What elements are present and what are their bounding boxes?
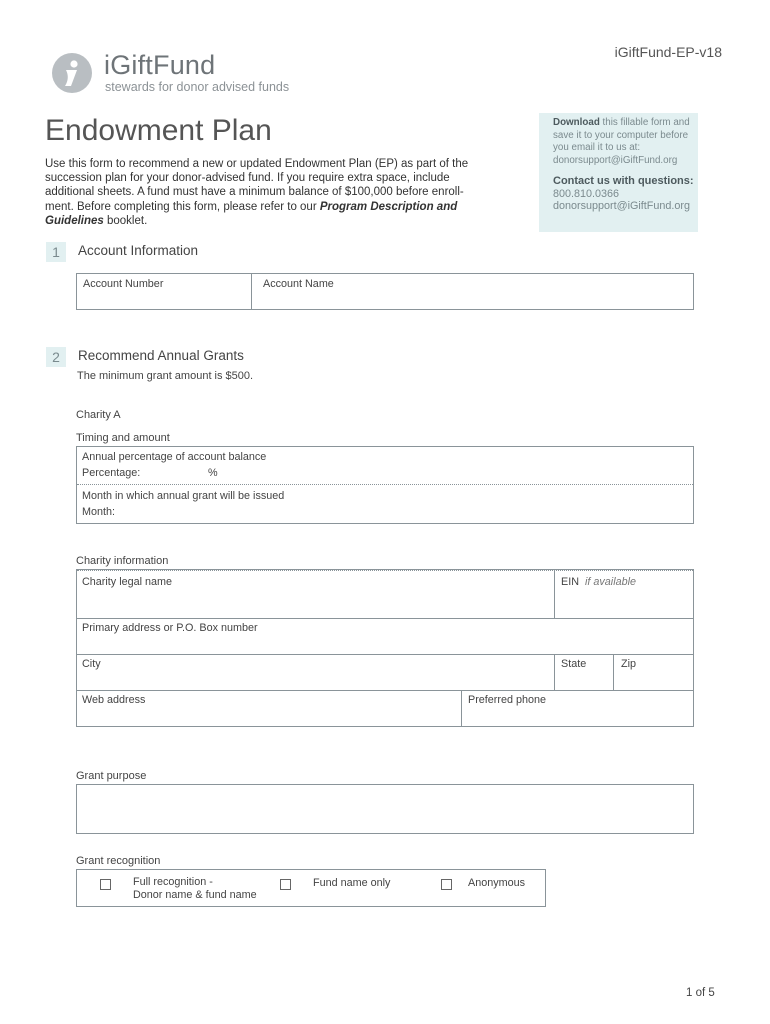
divider [461, 690, 462, 726]
ein-hint: if available [585, 576, 637, 588]
divider [77, 690, 693, 691]
contact-heading: Contact us with questions: [553, 175, 694, 187]
brand-name: iGiftFund [104, 50, 216, 80]
timing-amount-table [76, 446, 694, 524]
intro-paragraph [45, 157, 475, 228]
donor-fund-name-text: Donor name & fund name [133, 889, 257, 901]
guidelines-reference: Program Description and Guidelines [45, 200, 458, 227]
annual-percentage-label: Annual percentage of account balance [82, 451, 267, 463]
full-recognition-text: Full recognition - [133, 876, 213, 888]
download-lead: Download [553, 117, 600, 128]
grant-recognition-label: Grant recognition [76, 855, 161, 867]
download-info-box [539, 113, 698, 232]
charity-info-table [76, 569, 694, 727]
divider [613, 654, 614, 690]
page-title: Endowment Plan [45, 114, 272, 147]
charity-a-label: Charity A [76, 409, 121, 421]
fund-name-only-label: Fund name only [313, 877, 391, 889]
divider [554, 654, 555, 690]
fund-name-only-checkbox[interactable] [280, 879, 291, 890]
contact-phone[interactable]: 800.810.0366 [553, 187, 620, 200]
charity-information-label: Charity information [76, 555, 169, 567]
timing-amount-label: Timing and amount [76, 432, 170, 444]
section-number-1: 1 [46, 242, 66, 262]
info-i-logo-icon [52, 53, 92, 93]
primary-address-field[interactable]: Primary address or P.O. Box number [82, 622, 258, 634]
anonymous-label: Anonymous [468, 877, 526, 889]
section-title-account-info: Account Information [78, 243, 199, 258]
percentage-field[interactable]: Percentage: [82, 467, 141, 479]
divider [77, 618, 693, 619]
brand-tagline: stewards for donor advised funds [105, 80, 290, 94]
preferred-phone-field[interactable]: Preferred phone [468, 694, 547, 706]
divider [251, 274, 252, 309]
grant-purpose-label: Grant purpose [76, 770, 147, 782]
zip-field[interactable]: Zip [621, 658, 636, 670]
ein-field[interactable] [561, 576, 636, 588]
charity-legal-name-field[interactable]: Charity legal name [82, 576, 173, 588]
grant-purpose-textarea[interactable] [76, 784, 694, 834]
full-recognition-label [133, 876, 257, 902]
account-info-table [76, 273, 694, 310]
document-code: iGiftFund-EP-v18 [614, 44, 722, 60]
full-recognition-checkbox[interactable] [100, 879, 111, 890]
anonymous-checkbox[interactable] [441, 879, 452, 890]
intro-text-end: booklet. [103, 214, 148, 227]
month-field[interactable]: Month: [82, 506, 116, 518]
download-text: this fillable form and save it to your computer before you email it to us at: donorsupport@iGiftFund.org [553, 117, 690, 166]
divider [77, 654, 693, 655]
section-number-2: 2 [46, 347, 66, 367]
minimum-grant-note: The minimum grant amount is $500. [77, 370, 254, 382]
contact-email[interactable]: donorsupport@iGiftFund.org [553, 200, 690, 212]
account-number-field[interactable]: Account Number [83, 278, 164, 290]
grant-recognition-options [76, 869, 546, 907]
section-title-annual-grants: Recommend Annual Grants [78, 348, 244, 363]
page-number: 1 of 5 [686, 987, 715, 999]
row-divider [77, 484, 693, 485]
divider [554, 570, 555, 618]
state-field[interactable]: State [561, 658, 587, 670]
percent-sign: % [208, 467, 218, 479]
account-name-field[interactable]: Account Name [263, 278, 334, 290]
month-heading: Month in which annual grant will be issued [82, 490, 285, 502]
web-address-field[interactable]: Web address [82, 694, 146, 706]
ein-label: EIN [561, 576, 579, 588]
top-dotted-rule [77, 570, 693, 571]
intro-text: Use this form to recommend a new or updated Endowment Plan (EP) as part of the succession plan for your donor-advised fund. If you require extra space, include additional sheets. A fund must have a minimum balance of $100,000 before enroll-ment. Before completing this form, please refer to our [45, 158, 469, 213]
city-field[interactable]: City [82, 658, 101, 670]
